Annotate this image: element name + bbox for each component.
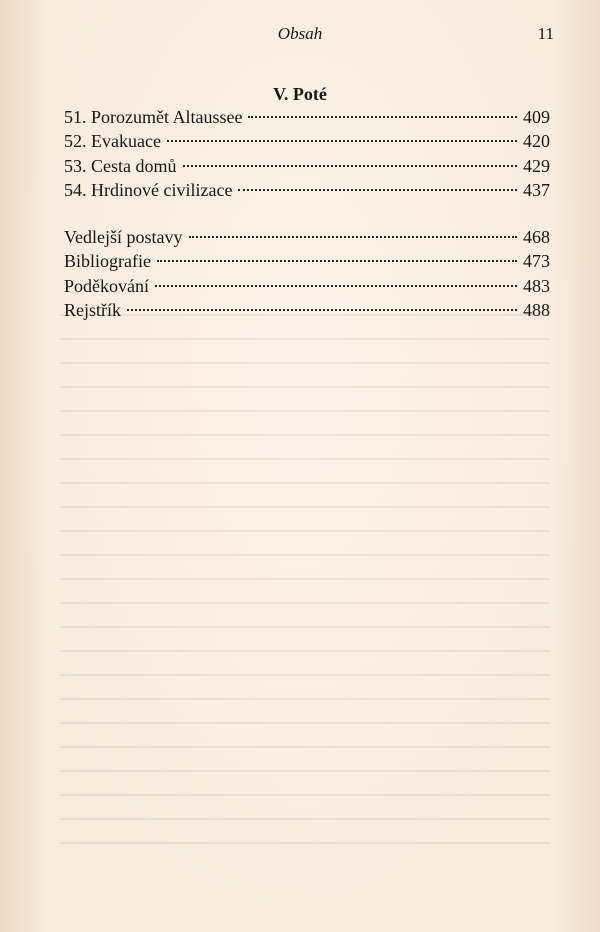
page-number: 11 bbox=[537, 24, 554, 43]
toc-entry bbox=[64, 274, 550, 298]
toc-entry-label: Poděkování bbox=[64, 275, 149, 296]
toc-entry-label: 51. Porozumět Altaussee bbox=[64, 107, 243, 127]
chapter-list bbox=[64, 105, 550, 202]
toc-entry-label: 54. Hrdinové civilizace bbox=[64, 179, 233, 200]
toc-entry-page: 420 bbox=[523, 131, 550, 152]
dot-leader bbox=[167, 140, 517, 142]
section-title: V. Poté bbox=[273, 84, 327, 104]
dot-leader bbox=[127, 309, 517, 311]
toc-entry bbox=[64, 178, 550, 202]
toc-entry-page: 488 bbox=[523, 299, 550, 320]
toc-entry-label: Rejstřík bbox=[64, 299, 121, 320]
dot-leader bbox=[183, 165, 518, 167]
dot-leader bbox=[157, 260, 517, 262]
toc-entry bbox=[64, 225, 550, 249]
toc-entry bbox=[64, 298, 550, 322]
dot-leader bbox=[155, 285, 517, 287]
show-through-texture bbox=[60, 300, 550, 860]
dot-leader bbox=[248, 116, 517, 118]
dot-leader bbox=[238, 189, 517, 191]
toc-entry-label: 52. Evakuace bbox=[64, 131, 161, 152]
toc-entry-label: Vedlejší postavy bbox=[64, 227, 183, 247]
toc-entry bbox=[64, 105, 550, 129]
toc-entry-page: 483 bbox=[523, 275, 550, 296]
toc-entry-page: 429 bbox=[523, 155, 550, 176]
toc-entry bbox=[64, 249, 550, 273]
toc-entry bbox=[64, 154, 550, 178]
toc-entry-page: 409 bbox=[523, 107, 550, 127]
toc-entry bbox=[64, 129, 550, 153]
dot-leader bbox=[189, 236, 518, 238]
appendix-list bbox=[64, 225, 550, 322]
toc-entry-page: 437 bbox=[523, 179, 550, 200]
toc-entry-label: 53. Cesta domů bbox=[64, 155, 177, 176]
toc-entry-page: 468 bbox=[523, 227, 550, 247]
toc-entry-page: 473 bbox=[523, 251, 550, 272]
running-header-title: Obsah bbox=[277, 24, 323, 43]
toc-entry-label: Bibliografie bbox=[64, 251, 151, 272]
